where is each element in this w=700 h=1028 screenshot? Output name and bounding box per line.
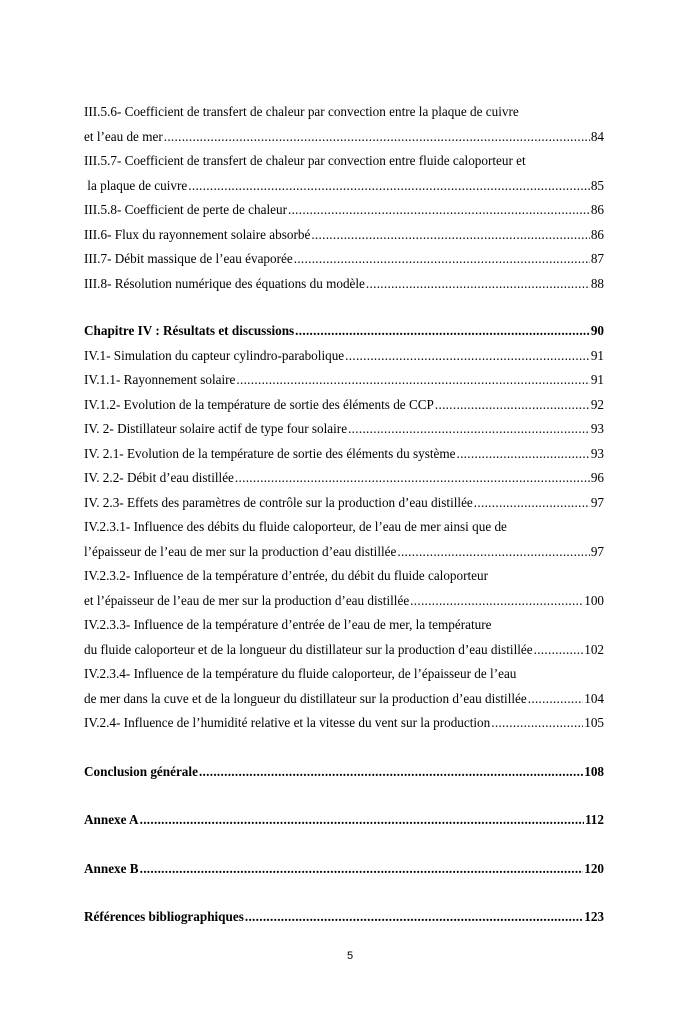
toc-entry-title-line1: IV.2.3.1- Influence des débits du fluide caloporteur, de l’eau de mer ainsi que de [84, 519, 507, 534]
dot-leader [491, 711, 583, 736]
toc-entry-title: la plaque de cuivre [84, 177, 188, 193]
dot-leader [345, 344, 590, 369]
dot-leader [534, 638, 584, 663]
toc-entry-title: du fluide caloporteur et de la longueur du distillateur sur la production d’eau distillée [84, 641, 533, 657]
toc-entry[interactable] [84, 589, 604, 614]
toc-page-number: 108 [584, 763, 604, 779]
toc-page-number: 85 [590, 177, 604, 193]
toc-entry[interactable] [84, 125, 604, 150]
toc-entry-line [84, 100, 604, 125]
dot-leader [188, 174, 590, 199]
spacer [84, 296, 604, 319]
toc-page-number: 100 [584, 592, 604, 608]
toc-entry-title: III.8- Résolution numérique des équations du modèle [84, 275, 365, 291]
toc-entry[interactable] [84, 368, 604, 393]
toc-page-number: 97 [590, 543, 604, 559]
toc-entry-line [84, 515, 604, 540]
toc-page-number: 90 [590, 323, 604, 338]
toc-page-number: 84 [590, 128, 604, 144]
toc-entry-line [84, 662, 604, 687]
toc-page-number: 93 [590, 445, 604, 461]
toc-page-number: 93 [590, 421, 604, 436]
toc-page-number: 123 [584, 909, 604, 924]
toc-entry-title: et l’épaisseur de l’eau de mer sur la production d’eau distillée [84, 592, 410, 608]
toc-entry[interactable] [84, 344, 604, 369]
toc-entry-title-line1: IV.2.3.2- Influence de la température d’entrée, du débit du fluide caloporteur [84, 568, 489, 583]
toc-entry[interactable] [84, 247, 604, 272]
toc-entry-title: Conclusion générale [84, 763, 198, 779]
toc-entry-title: Annexe B [84, 860, 139, 876]
toc-entry[interactable] [84, 491, 604, 516]
toc-entry-line [84, 564, 604, 589]
toc-entry-title: IV. 2- Distillateur solaire actif de type four solaire [84, 421, 348, 436]
toc-section-entry[interactable] [84, 760, 604, 785]
toc-entry-title: III.6- Flux du rayonnement solaire absorbé [84, 226, 311, 242]
toc-entry[interactable] [84, 393, 604, 418]
spacer [84, 833, 604, 857]
toc-page-number: 120 [584, 860, 604, 876]
dot-leader [294, 247, 590, 272]
toc-section-entry[interactable] [84, 905, 604, 930]
toc-entry[interactable] [84, 223, 604, 248]
toc-entry-title: III.5.8- Coefficient de perte de chaleur [84, 202, 287, 217]
toc-entry-title: III.7- Débit massique de l’eau évaporée [84, 251, 293, 266]
toc-page-number: 102 [584, 641, 604, 657]
dot-leader [236, 368, 589, 393]
toc-entry-title: Annexe A [84, 812, 139, 827]
toc-entry-title: IV. 2.1- Evolution de la température de sortie des éléments du système [84, 445, 456, 461]
toc-entry[interactable] [84, 638, 604, 663]
dot-leader [311, 223, 589, 248]
toc-entry[interactable] [84, 442, 604, 467]
toc-entry-title-line1: IV.2.3.4- Influence de la température du fluide caloporteur, de l’épaisseur de l’eau [84, 666, 517, 681]
toc-entry-line [84, 613, 604, 638]
dot-leader [140, 857, 584, 882]
toc-entry[interactable] [84, 687, 604, 712]
toc-entry[interactable] [84, 417, 604, 442]
dot-leader [295, 319, 590, 344]
dot-leader [366, 272, 590, 297]
toc-entry-title: Références bibliographiques [84, 909, 244, 924]
toc-entry[interactable] [84, 540, 604, 565]
toc-entry-title: IV. 2.3- Effets des paramètres de contrôle sur la production d’eau distillée [84, 494, 473, 510]
dot-leader [528, 687, 583, 712]
toc-entry[interactable] [84, 711, 604, 736]
toc-entry-title: IV.2.4- Influence de l’humidité relative et la vitesse du vent sur la production [84, 715, 491, 730]
dot-leader [235, 466, 590, 491]
toc-entry-title-line1: IV.2.3.3- Influence de la température d’entrée de l’eau de mer, la température [84, 617, 492, 632]
toc-entry[interactable] [84, 174, 604, 199]
toc-entry-title: l’épaisseur de l’eau de mer sur la production d’eau distillée [84, 543, 397, 559]
toc-page-number: 91 [590, 372, 604, 387]
toc-entry[interactable] [84, 198, 604, 223]
toc-chapter-entry[interactable] [84, 319, 604, 344]
toc-page-number: 88 [590, 275, 604, 291]
dot-leader [410, 589, 583, 614]
toc-entry-title: IV.1- Simulation du capteur cylindro-parabolique [84, 347, 345, 363]
dot-leader [397, 540, 589, 565]
toc-entry-line [84, 149, 604, 174]
dot-leader [199, 760, 583, 785]
toc-entry[interactable] [84, 272, 604, 297]
spacer [84, 784, 604, 808]
toc-page-number: 87 [590, 251, 604, 266]
dot-leader [435, 393, 590, 418]
toc-page-number: 86 [590, 226, 604, 242]
toc-page-number: 91 [590, 347, 604, 363]
toc-page-number: 92 [590, 396, 604, 412]
dot-leader [140, 808, 584, 833]
toc-entry-title-line1: III.5.6- Coefficient de transfert de chaleur par convection entre la plaque de cuivre [84, 104, 519, 119]
toc-page-number: 105 [584, 715, 604, 730]
toc-entry-title: IV.1.1- Rayonnement solaire [84, 372, 236, 387]
dot-leader [164, 125, 590, 150]
dot-leader [456, 442, 589, 467]
toc-section-entry[interactable] [84, 857, 604, 882]
toc-entry-title-line1: III.5.7- Coefficient de transfert de chaleur par convection entre fluide caloporteur et [84, 153, 526, 168]
toc-page-number: 104 [584, 690, 604, 706]
toc-entry-title: de mer dans la cuve et de la longueur du distillateur sur la production d’eau distillée [84, 690, 527, 706]
dot-leader [288, 198, 590, 223]
spacer [84, 736, 604, 760]
spacer [84, 881, 604, 905]
toc-page-number: 112 [584, 812, 604, 827]
toc-entry-title: et l’eau de mer [84, 128, 163, 144]
dot-leader [348, 417, 590, 442]
toc-entry-title: IV.1.2- Evolution de la température de sortie des éléments de CCP [84, 396, 434, 412]
toc-section-entry[interactable] [84, 808, 604, 833]
dot-leader [474, 491, 590, 516]
toc-entry-title: Chapitre IV : Résultats et discussions [84, 323, 295, 338]
toc-entry-title: IV. 2.2- Débit d’eau distillée [84, 470, 234, 485]
toc-entry[interactable] [84, 466, 604, 491]
page-number: 5 [346, 950, 354, 962]
toc-page-number: 97 [590, 494, 604, 510]
toc-page-number: 86 [590, 202, 604, 217]
toc-page-number: 96 [590, 470, 604, 485]
table-of-contents [84, 100, 604, 930]
dot-leader [245, 905, 583, 930]
